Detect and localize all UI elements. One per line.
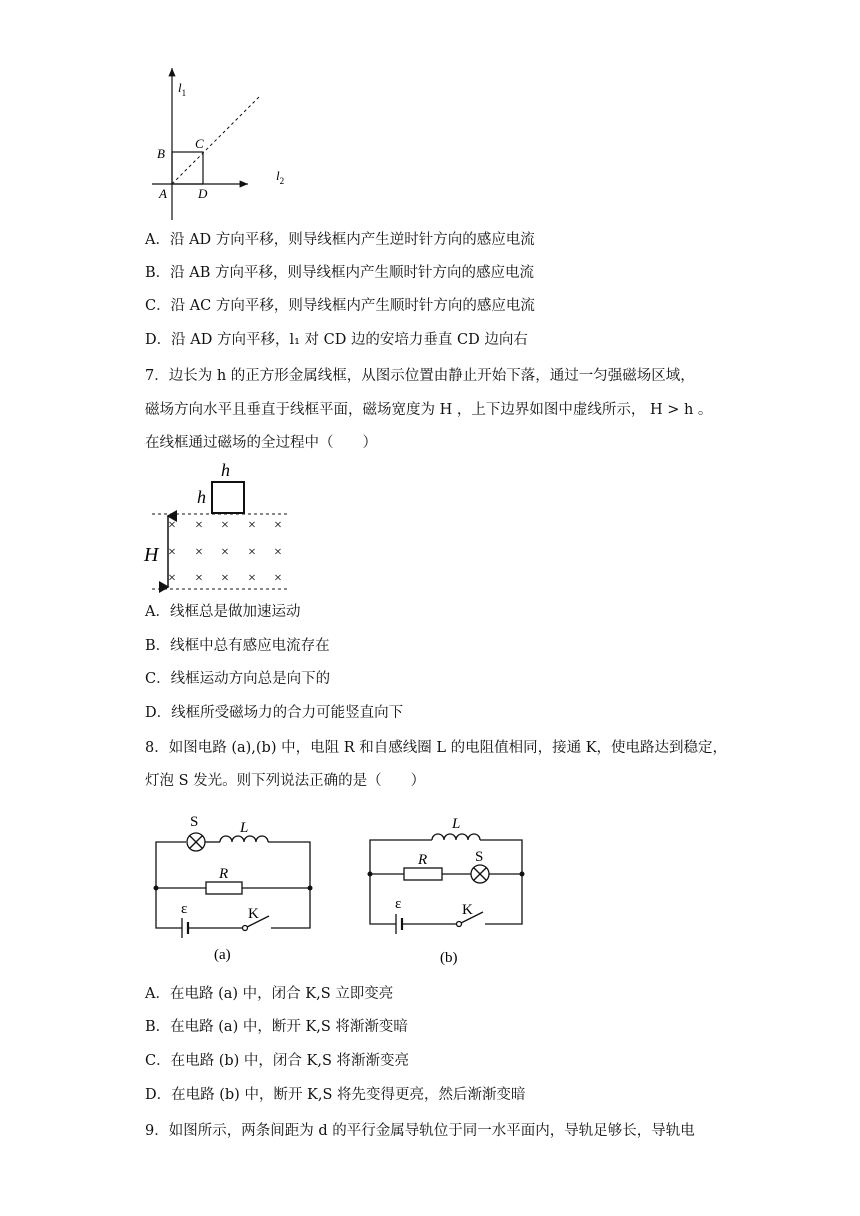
label-A: A [159, 186, 167, 201]
q7-stem-line-1: 7．边长为 h 的正方形金属线框，从图示位置由静止开始下落，通过一匀强磁场区域， [145, 368, 695, 384]
q7-option-d: D．线框所受磁场力的合力可能竖直向下 [145, 705, 404, 721]
label-L: L [452, 816, 461, 832]
caption-b: (b) [440, 950, 458, 966]
cross-mark: × [195, 571, 203, 586]
switch-K-contact [457, 922, 462, 927]
label-eps: ε [395, 896, 402, 912]
q8-stem-line-1: 8．如图电路 (a),(b) 中，电阻 R 和自感线圈 L 的电阻值相同，接通 K，使电路达到稳定， [145, 740, 728, 756]
label-L: L [240, 820, 249, 836]
label-B: B [157, 146, 165, 161]
q8-option-b: B．在电路 (a) 中，断开 K,S 将渐渐变暗 [145, 1019, 408, 1035]
cross-mark: × [168, 545, 176, 560]
cross-mark: × [248, 571, 256, 586]
cross-mark: × [248, 518, 256, 533]
cross-mark: × [195, 545, 203, 560]
square-loop [212, 482, 244, 513]
label-l2: $l_2$ [276, 168, 285, 186]
circuit-a [148, 806, 323, 966]
label-h-top: h [221, 460, 230, 480]
q9-stem-line-1: 9．如图所示，两条间距为 d 的平行金属导轨位于同一水平面内，导轨足够长，导轨电 [145, 1123, 695, 1139]
cross-mark: × [274, 571, 282, 586]
label-D: D [198, 186, 208, 201]
q6-option-c: C．沿 AC 方向平移，则导线框内产生顺时针方向的感应电流 [145, 298, 535, 314]
label-S: S [475, 849, 484, 865]
cross-mark: × [168, 571, 176, 586]
q6-figure [140, 60, 310, 225]
label-K: K [462, 902, 473, 918]
cross-mark: × [274, 545, 282, 560]
q7-option-a: A．线框总是做加速运动 [145, 604, 301, 620]
cross-mark: × [221, 545, 229, 560]
q7-stem-line-2: 磁场方向水平且垂直于线框平面，磁场宽度为 H ，上下边界如图中虚线所示， H > h 。 [145, 402, 713, 418]
circuit-b [362, 806, 537, 968]
q8-option-d: D．在电路 (b) 中，断开 K,S 将先变得更亮，然后渐渐变暗 [145, 1087, 526, 1103]
label-S: S [190, 814, 199, 830]
cross-mark: × [221, 518, 229, 533]
switch-K-contact [243, 926, 248, 931]
label-eps: ε [181, 901, 188, 917]
label-C: C [195, 136, 204, 151]
q7-option-c: C．线框运动方向总是向下的 [145, 671, 331, 687]
cross-mark: × [274, 518, 282, 533]
q6-option-b: B．沿 AB 方向平移，则导线框内产生顺时针方向的感应电流 [145, 265, 534, 281]
label-R: R [219, 866, 229, 882]
cross-mark: × [168, 518, 176, 533]
inductor-L [432, 834, 480, 840]
label-l1: $l_1$ [178, 80, 187, 98]
q8-option-a: A．在电路 (a) 中，闭合 K,S 立即变亮 [145, 986, 394, 1002]
label-R: R [418, 852, 428, 868]
q7-option-b: B．线框中总有感应电流存在 [145, 638, 330, 654]
q6-option-d: D．沿 AD 方向平移，l₁ 对 CD 边的安培力垂直 CD 边向右 [145, 332, 528, 348]
q7-figure [140, 458, 300, 598]
label-H: H [144, 544, 159, 566]
q8-option-c: C．在电路 (b) 中，闭合 K,S 将渐渐变亮 [145, 1053, 410, 1069]
inductor-L [220, 836, 268, 842]
q7-stem-line-3: 在线框通过磁场的全过程中（ ） [145, 435, 377, 451]
q8-stem-line-2: 灯泡 S 发光。则下列说法正确的是（ ） [145, 773, 426, 789]
q6-option-a: A．沿 AD 方向平移，则导线框内产生逆时针方向的感应电流 [145, 232, 535, 248]
resistor-R [404, 868, 442, 880]
magnetic-field-crosses [168, 518, 282, 586]
caption-a: (a) [214, 947, 231, 963]
cross-mark: × [248, 545, 256, 560]
label-h-left: h [197, 487, 206, 507]
cross-mark: × [195, 518, 203, 533]
cross-mark: × [221, 571, 229, 586]
label-K: K [248, 906, 259, 922]
dashed-diagonal [172, 96, 260, 184]
resistor-R [206, 882, 242, 894]
